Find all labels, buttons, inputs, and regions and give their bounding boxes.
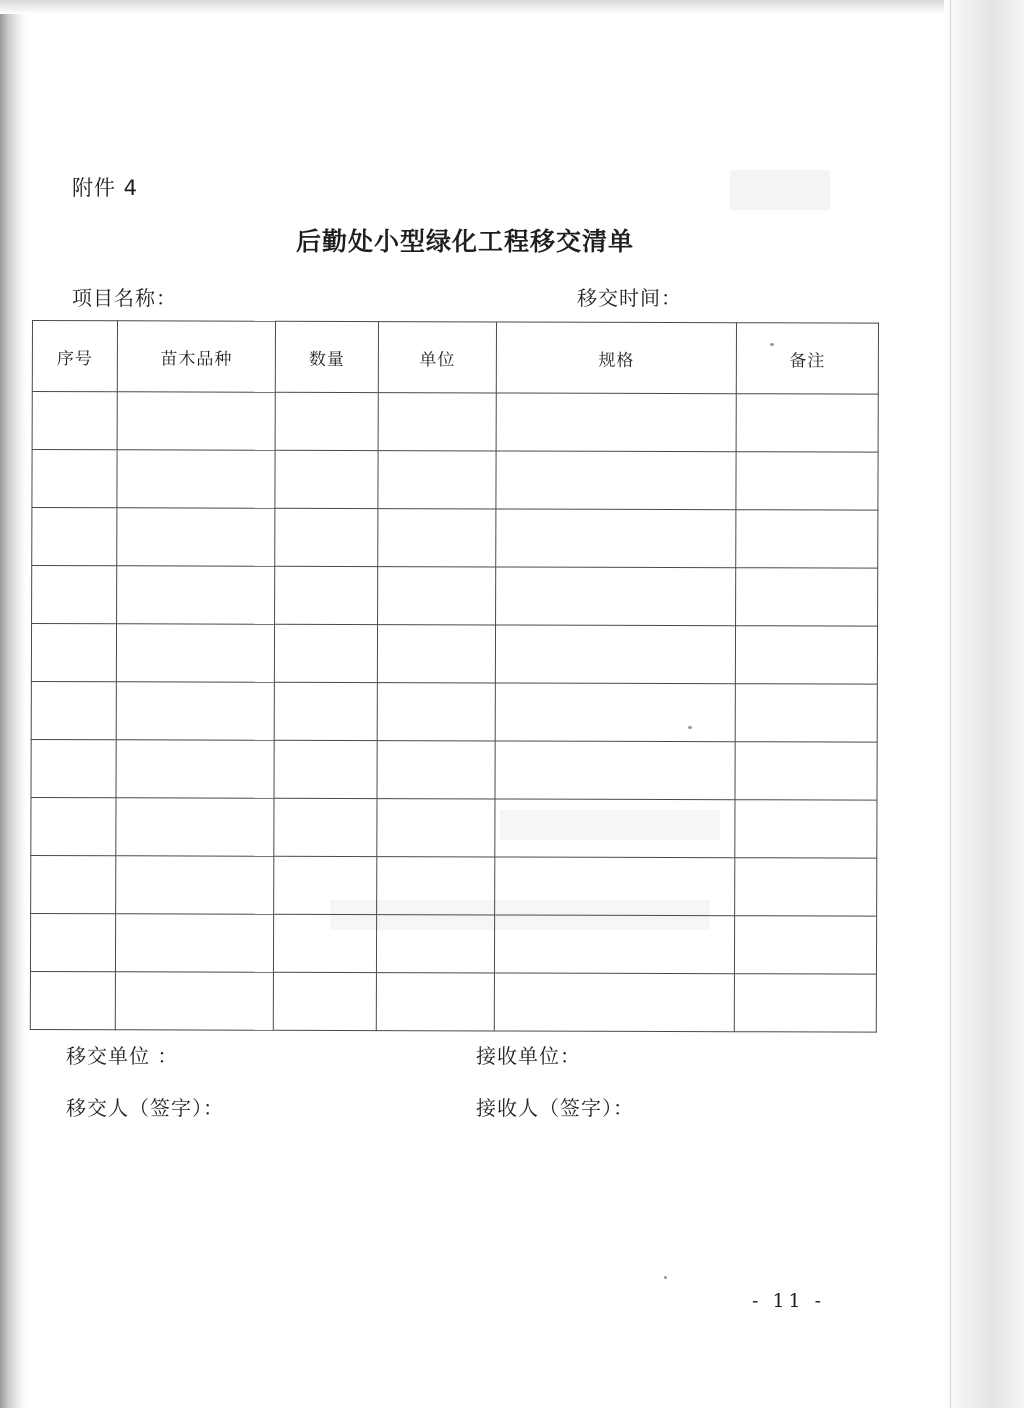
table-cell-unit bbox=[377, 857, 495, 915]
table-cell-quantity bbox=[273, 972, 376, 1030]
table-cell-serial bbox=[31, 624, 116, 682]
table-cell-unit bbox=[377, 799, 495, 857]
scan-shadow-left bbox=[0, 0, 26, 1408]
table-row bbox=[31, 797, 877, 858]
column-header-serial: 序号 bbox=[32, 321, 117, 392]
table-cell-plant-variety bbox=[116, 798, 274, 856]
receive-person-signature-label: 接收人（签字）： bbox=[476, 1096, 634, 1120]
table-cell-remarks bbox=[734, 916, 876, 974]
project-name-label: 项目名称： bbox=[72, 286, 177, 310]
table-cell-unit bbox=[376, 915, 494, 973]
table-cell-quantity bbox=[274, 624, 377, 682]
handover-time-label: 移交时间： bbox=[577, 286, 682, 310]
table-cell-quantity bbox=[275, 508, 378, 566]
table-row bbox=[30, 913, 876, 974]
scan-speck bbox=[770, 343, 774, 346]
table-cell-unit bbox=[378, 393, 496, 451]
table-cell-specification bbox=[496, 567, 736, 626]
table-row bbox=[30, 971, 876, 1032]
table-cell-specification bbox=[495, 857, 735, 916]
table-cell-serial bbox=[32, 566, 117, 624]
column-header-plant-variety: 苗木品种 bbox=[117, 321, 275, 392]
table-cell-plant-variety bbox=[116, 740, 274, 798]
handover-table bbox=[30, 320, 879, 1033]
table-cell-plant-variety bbox=[117, 450, 275, 508]
table-cell-quantity bbox=[274, 682, 377, 740]
table-cell-remarks bbox=[736, 510, 878, 568]
table-cell-plant-variety bbox=[116, 856, 274, 914]
table-cell-plant-variety bbox=[116, 624, 274, 682]
table-cell-serial bbox=[30, 971, 115, 1029]
table-cell-serial bbox=[31, 681, 116, 739]
table-cell-unit bbox=[378, 451, 496, 509]
table-cell-unit bbox=[377, 683, 495, 741]
table-cell-unit bbox=[377, 741, 495, 799]
receive-unit-label: 接收单位： bbox=[476, 1044, 581, 1068]
table-cell-plant-variety bbox=[115, 914, 273, 972]
transfer-person-signature-label: 移交人（签字）： bbox=[66, 1096, 224, 1120]
scan-speck bbox=[664, 1276, 667, 1279]
table-cell-specification bbox=[495, 683, 735, 742]
table-cell-specification bbox=[495, 741, 735, 800]
table-cell-quantity bbox=[274, 856, 377, 914]
attachment-label: 附件 4 bbox=[72, 176, 139, 200]
table-cell-remarks bbox=[735, 800, 877, 858]
page-fold-line bbox=[950, 0, 951, 1408]
table-cell-remarks bbox=[736, 452, 878, 510]
table-cell-quantity bbox=[273, 914, 376, 972]
column-header-unit: 单位 bbox=[378, 322, 496, 393]
table-cell-serial bbox=[31, 855, 116, 913]
column-header-remarks: 备注 bbox=[736, 323, 878, 394]
table-cell-unit bbox=[376, 973, 494, 1031]
column-header-specification: 规格 bbox=[496, 322, 736, 394]
bleed-through-box bbox=[730, 170, 830, 210]
table-cell-specification bbox=[494, 915, 734, 974]
table-cell-serial bbox=[31, 797, 116, 855]
document-title: 后勤处小型绿化工程移交清单 bbox=[295, 227, 634, 256]
table-cell-remarks bbox=[735, 742, 877, 800]
column-header-quantity: 数量 bbox=[275, 321, 378, 392]
table-cell-plant-variety bbox=[116, 682, 274, 740]
table-cell-remarks bbox=[736, 394, 878, 452]
transfer-unit-label: 移交单位 ： bbox=[66, 1044, 179, 1068]
table-row bbox=[31, 624, 877, 685]
table-cell-remarks bbox=[735, 858, 877, 916]
table-cell-specification bbox=[495, 799, 735, 858]
table-cell-plant-variety bbox=[117, 392, 275, 450]
table-row bbox=[32, 450, 878, 511]
table-cell-serial bbox=[32, 392, 117, 450]
table-cell-unit bbox=[377, 625, 495, 683]
table-cell-specification bbox=[495, 625, 735, 684]
table-cell-serial bbox=[30, 913, 115, 971]
table-cell-specification bbox=[496, 393, 736, 452]
scan-shadow-top bbox=[0, 0, 1024, 14]
scan-shadow-right bbox=[944, 0, 1024, 1408]
table-cell-specification bbox=[496, 509, 736, 568]
table-cell-remarks bbox=[734, 974, 876, 1032]
table-cell-specification bbox=[496, 451, 736, 510]
table-cell-plant-variety bbox=[117, 508, 275, 566]
table-row bbox=[31, 739, 877, 800]
table-cell-specification bbox=[494, 973, 734, 1032]
table-cell-quantity bbox=[275, 566, 378, 624]
table-body bbox=[30, 392, 878, 1033]
table-row bbox=[32, 566, 878, 627]
scan-speck bbox=[688, 726, 692, 729]
table-row bbox=[32, 508, 878, 569]
table-cell-quantity bbox=[275, 450, 378, 508]
table-cell-unit bbox=[378, 509, 496, 567]
table-cell-quantity bbox=[275, 392, 378, 450]
table-cell-plant-variety bbox=[115, 972, 273, 1030]
table-cell-serial bbox=[32, 450, 117, 508]
table-cell-serial bbox=[31, 739, 116, 797]
table-cell-remarks bbox=[735, 684, 877, 742]
table-cell-remarks bbox=[735, 626, 877, 684]
table-header-row bbox=[32, 321, 878, 395]
table-cell-quantity bbox=[274, 740, 377, 798]
table-cell-remarks bbox=[736, 568, 878, 626]
table-row bbox=[31, 855, 877, 916]
table-cell-quantity bbox=[274, 798, 377, 856]
page-number: - 11 - bbox=[752, 1290, 826, 1312]
table-row bbox=[31, 681, 877, 742]
table-cell-unit bbox=[378, 567, 496, 625]
table-cell-serial bbox=[32, 508, 117, 566]
table-row bbox=[32, 392, 878, 453]
table-cell-plant-variety bbox=[117, 566, 275, 624]
